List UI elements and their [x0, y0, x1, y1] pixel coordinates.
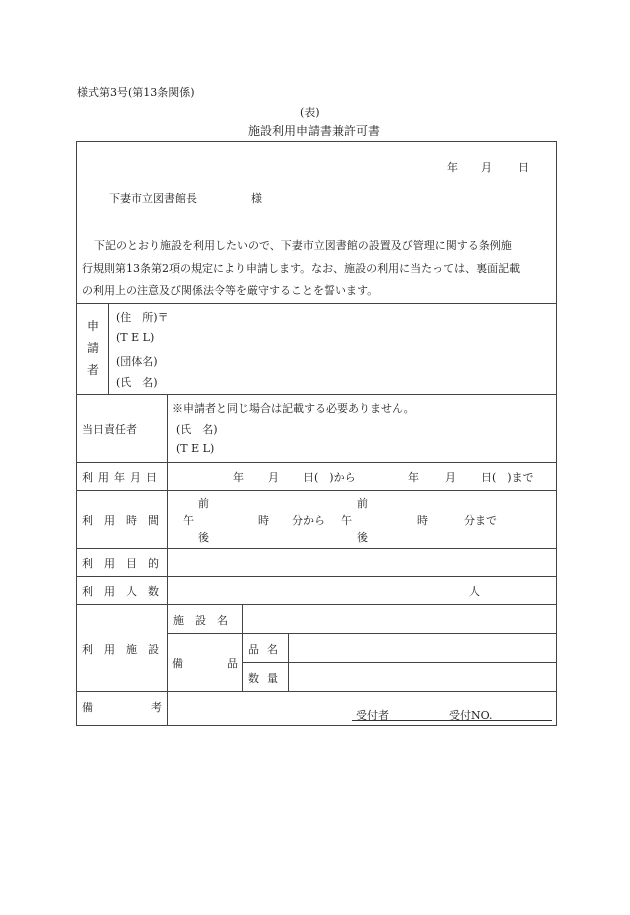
declaration-line-1: 下記のとおり施設を利用したいので、下妻市立図書館の設置及び管理に関する条例施	[94, 239, 512, 252]
usage-date-year-from: 年	[233, 471, 244, 484]
addressee-honorific: 様	[251, 192, 262, 205]
applicant-address: (住 所)〒	[116, 311, 169, 324]
remarks-label-1: 備	[82, 701, 93, 714]
applicant-label: 申 請 者	[86, 319, 99, 377]
usage-date-month-to: 月	[445, 471, 456, 484]
usage-date-day-to: 日( )まで	[481, 471, 534, 484]
receiver-label: 受付者	[356, 709, 389, 722]
application-form	[76, 141, 557, 726]
time-from-gozen: 午	[183, 514, 194, 527]
facility-label: 利用施設	[82, 643, 170, 656]
form-title: 施設利用申請書兼許可書	[248, 124, 381, 138]
usage-date-day-from: 日( )から	[303, 471, 356, 484]
date-month: 月	[481, 161, 492, 174]
declaration-line-2: 行規則第13条第2項の規定により申請します。なお、施設の利用に当たっては、裏面記載	[82, 262, 521, 275]
facility-name-label: 施設名	[173, 614, 239, 627]
applicant-tel: (T E L)	[116, 331, 155, 344]
responsible-note: ※申請者と同じ場合は記載する必要ありません。	[172, 402, 415, 415]
usage-date-label: 利用年月日	[82, 471, 162, 484]
time-from-hour: 時	[258, 514, 269, 527]
applicant-group: (団体名)	[116, 355, 158, 368]
remarks-label-2: 考	[151, 701, 162, 714]
date-year: 年	[447, 161, 458, 174]
date-day: 日	[518, 161, 529, 174]
time-to-am: 前	[357, 497, 368, 510]
usage-time-label: 利用時間	[82, 514, 170, 527]
time-from-am: 前	[198, 497, 209, 510]
form-side: (表)	[300, 106, 320, 119]
equipment-label-1: 備	[172, 657, 183, 670]
receipt-number-label: 受付NO.	[449, 709, 493, 722]
responsible-tel: (T E L)	[176, 442, 215, 455]
quantity-label: 数量	[248, 672, 286, 685]
responsible-label: 当日責任者	[82, 423, 137, 436]
headcount-unit: 人	[469, 585, 480, 598]
addressee-name: 下妻市立図書館長	[109, 192, 197, 205]
item-name-label: 品名	[248, 643, 286, 656]
applicant-name: (氏 名)	[116, 376, 158, 389]
declaration-line-3: の利用上の注意及び関係法令等を厳守することを誓います。	[82, 284, 379, 297]
usage-date-year-to: 年	[408, 471, 419, 484]
form-number: 様式第3号(第13条関係)	[77, 86, 195, 99]
usage-date-month-from: 月	[268, 471, 279, 484]
time-to-hour: 時	[417, 514, 428, 527]
headcount-label: 利用人数	[82, 585, 170, 598]
responsible-name: (氏 名)	[176, 423, 218, 436]
time-from-pm: 後	[198, 531, 209, 544]
purpose-label: 利用目的	[82, 557, 170, 570]
time-to-gozen: 午	[341, 514, 352, 527]
time-to-minute: 分まで	[464, 514, 497, 527]
time-from-minute: 分から	[292, 514, 325, 527]
equipment-label-2: 品	[227, 657, 238, 670]
receipt-underline	[352, 720, 552, 721]
time-to-pm: 後	[357, 531, 368, 544]
